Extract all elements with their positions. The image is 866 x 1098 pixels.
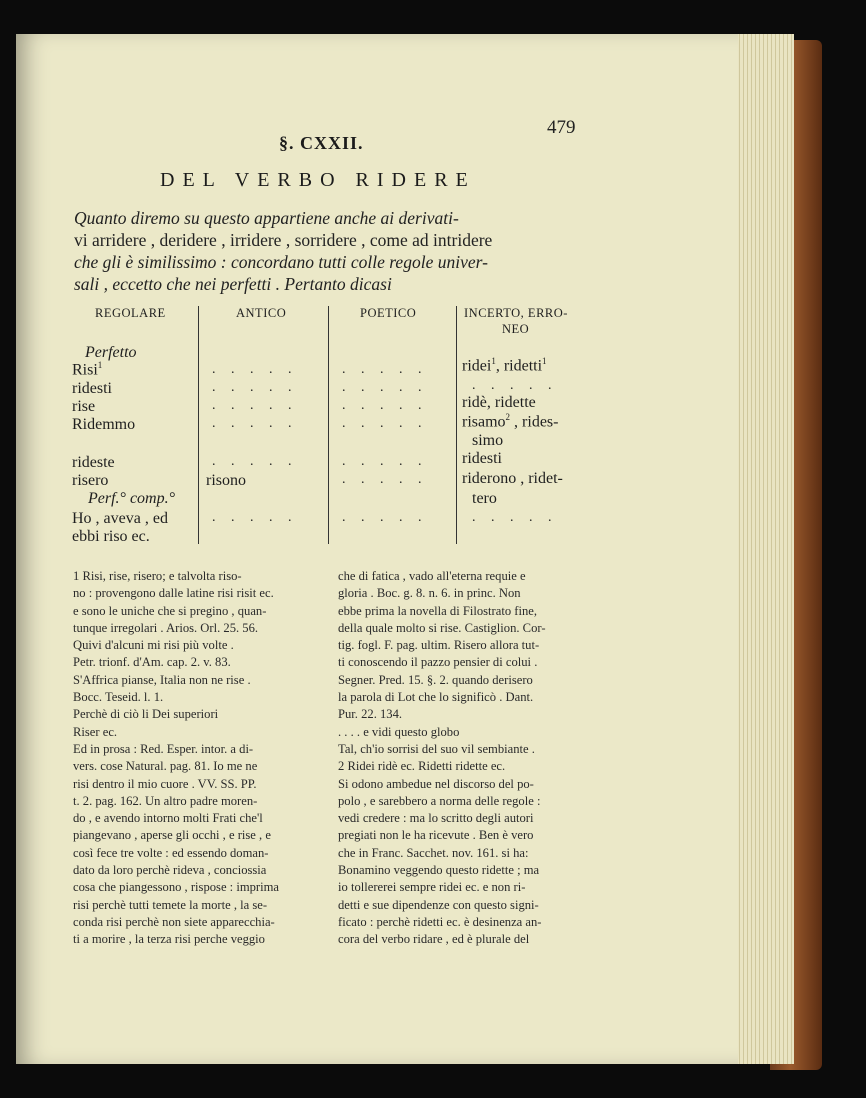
header-erroneo: NEO: [502, 322, 530, 336]
footnote-line: Riser ec.: [73, 724, 118, 739]
chapter-title: DEL VERBO RIDERE: [160, 169, 476, 191]
footnote-line: Si odono ambedue nel discorso del po-: [338, 776, 534, 791]
footnote-line: la parola di Lot che lo significò . Dant.: [338, 690, 534, 705]
page-edges: [735, 34, 794, 1064]
incerto-form: risamo$^2$ , rides-: [462, 412, 559, 431]
footnote-line: gloria . Boc. g. 8. n. 6. in princ. Non: [338, 586, 521, 601]
footnote-line: tig. fogl. F. pag. ultim. Risero allora tut-: [338, 638, 540, 653]
footnote-line: della quale molto si rise. Castiglion. Cor-: [338, 620, 546, 635]
footnote-line: che di fatica , vado all'eterna requie e: [338, 569, 526, 583]
footnote-line: tunque irregolari . Arios. Orl. 25. 56.: [73, 620, 259, 635]
footnote-line: Tal, ch'io sorrisi del suo vil sembiante .: [338, 741, 535, 756]
footnote-line: cosa che piangessono , rispose : imprima: [73, 880, 280, 895]
row-label: risero: [72, 472, 109, 489]
header-antico: ANTICO: [236, 306, 287, 320]
intro-line: sali , eccetto che nei perfetti . Pertanto dicasi: [74, 274, 392, 294]
row-label: Ridemmo: [72, 416, 136, 433]
dot-leader: . . . . .: [472, 378, 558, 393]
footnote-line: dato da loro perchè rideva , conciossia: [73, 863, 267, 878]
footnote-line: Pur. 22. 134.: [338, 707, 403, 722]
dot-leader: . . . . .: [342, 416, 428, 431]
intro-line: Quanto diremo su questo appartiene anche ai derivati-: [74, 208, 459, 228]
footnote-line: conda risi perchè non siete apparecchia-: [73, 914, 275, 929]
footnote-line: ti a morire , la terza risi perche veggio: [73, 932, 265, 947]
page-number: 479: [547, 117, 576, 138]
footnote-line: ti conoscendo il pazzo pensier di colui .: [338, 655, 538, 670]
intro-line: che gli è similissimo : concordano tutti colle regole univer-: [74, 252, 488, 272]
footnote-line: piangevano , aperse gli occhi , e rise , e: [73, 828, 271, 843]
footnote-line: che in Franc. Sacchet. nov. 161. si ha:: [338, 845, 529, 860]
column-divider: [456, 306, 457, 544]
footnote-line: Bonamino veggendo questo ridette ; ma: [338, 863, 540, 878]
footnote-line: così fece tre volte : ed essendo doman-: [73, 845, 269, 860]
row-label: rideste: [72, 454, 115, 471]
row-label: ebbi riso ec.: [72, 528, 150, 545]
footnote-line: Perchè di ciò li Dei superiori: [73, 707, 219, 722]
footnote-line: vers. cose Natural. pag. 81. Io me ne: [73, 759, 258, 774]
column-divider: [198, 306, 199, 544]
incerto-form: riderono , ridet-: [462, 470, 563, 487]
footnote-line: no : provengono dalle latine risi risit ec.: [73, 586, 274, 601]
column-divider: [328, 306, 329, 544]
row-label: Ho , aveva , ed: [72, 510, 168, 527]
row-label: Perfetto: [85, 344, 137, 361]
footnote-line: 2 Ridei ridè ec. Ridetti ridette ec.: [338, 759, 506, 774]
footnote-line: . . . . e vidi questo globo: [338, 724, 460, 739]
incerto-form: ridesti: [462, 450, 502, 467]
intro-paragraph: [74, 207, 584, 295]
incerto-form: tero: [472, 490, 497, 507]
incerto-form: simo: [472, 432, 504, 449]
header-poetico: POETICO: [360, 306, 417, 320]
footnote-line: risi dentro il mio cuore . VV. SS. PP.: [73, 776, 257, 791]
footnote-line: ebbe prima la novella di Filostrato fine,: [338, 603, 537, 618]
footnotes-right-column: [338, 568, 593, 949]
footnote-line: risi perchè tutti temete la morte , la se-: [73, 897, 268, 912]
dot-leader: . . . . .: [212, 362, 298, 377]
header-incerto: INCERTO, ERRO-: [464, 306, 568, 320]
footnote-line: vedi credere : ma lo scritto degli autori: [338, 811, 534, 826]
row-label: Risi$^1$: [72, 360, 103, 379]
dot-leader: . . . . .: [212, 416, 298, 431]
footnote-line: Bocc. Teseid. l. 1.: [73, 690, 164, 705]
row-label: Perf.° comp.°: [88, 490, 175, 507]
footnote-line: pregiati non le ha ricevute . Ben è vero: [338, 828, 534, 843]
dot-leader: . . . . .: [342, 510, 428, 525]
footnote-line: Petr. trionf. d'Am. cap. 2. v. 83.: [73, 655, 231, 670]
dot-leader: . . . . .: [212, 398, 298, 413]
section-heading: §. CXXII.: [279, 133, 364, 153]
row-label: ridesti: [72, 380, 112, 397]
footnote-line: e sono le uniche che si pregino , quan-: [73, 603, 267, 618]
incerto-form: ridei$^1$, ridetti$^1$: [462, 356, 547, 375]
incerto-form: ridè, ridette: [462, 394, 536, 411]
dot-leader: . . . . .: [342, 398, 428, 413]
dot-leader: . . . . .: [342, 454, 428, 469]
footnote-line: 1 Risi, rise, risero; e talvolta riso-: [73, 569, 242, 583]
footnote-line: do , e avendo intorno molti Frati che'l: [73, 811, 263, 826]
dot-leader: . . . . .: [342, 362, 428, 377]
dot-leader: . . . . .: [212, 510, 298, 525]
antico-form: risono: [206, 472, 246, 489]
conjugation-table: [60, 300, 590, 550]
dot-leader: . . . . .: [342, 380, 428, 395]
footnote-line: Ed in prosa : Red. Esper. intor. a di-: [73, 741, 254, 756]
footnote-line: ficato : perchè ridetti ec. è desinenza an-: [338, 914, 542, 929]
footnote-line: S'Affrica pianse, Italia non ne rise .: [73, 672, 251, 687]
footnote-line: Quivi d'alcuni mi risi più volte .: [73, 638, 234, 653]
dot-leader: . . . . .: [472, 510, 558, 525]
row-label: rise: [72, 398, 96, 415]
dot-leader: . . . . .: [212, 380, 298, 395]
header-regolare: REGOLARE: [95, 306, 166, 320]
footnote-line: cora del verbo ridare , ed è plurale del: [338, 932, 530, 947]
dot-leader: . . . . .: [212, 454, 298, 469]
footnote-line: detti e sue dipendenze con questo signi-: [338, 897, 539, 912]
footnote-line: io tollererei sempre ridei ec. e non ri-: [338, 880, 526, 895]
intro-line: vi arridere , deridere , irridere , sorridere , come ad intridere: [74, 230, 493, 250]
footnote-line: t. 2. pag. 162. Un altro padre moren-: [73, 793, 258, 808]
footnote-line: Segner. Pred. 15. §. 2. quando derisero: [338, 672, 533, 687]
dot-leader: . . . . .: [342, 472, 428, 487]
footnotes-left-column: [73, 568, 331, 949]
footnote-line: polo , e sarebbero a norma delle regole :: [338, 793, 541, 808]
